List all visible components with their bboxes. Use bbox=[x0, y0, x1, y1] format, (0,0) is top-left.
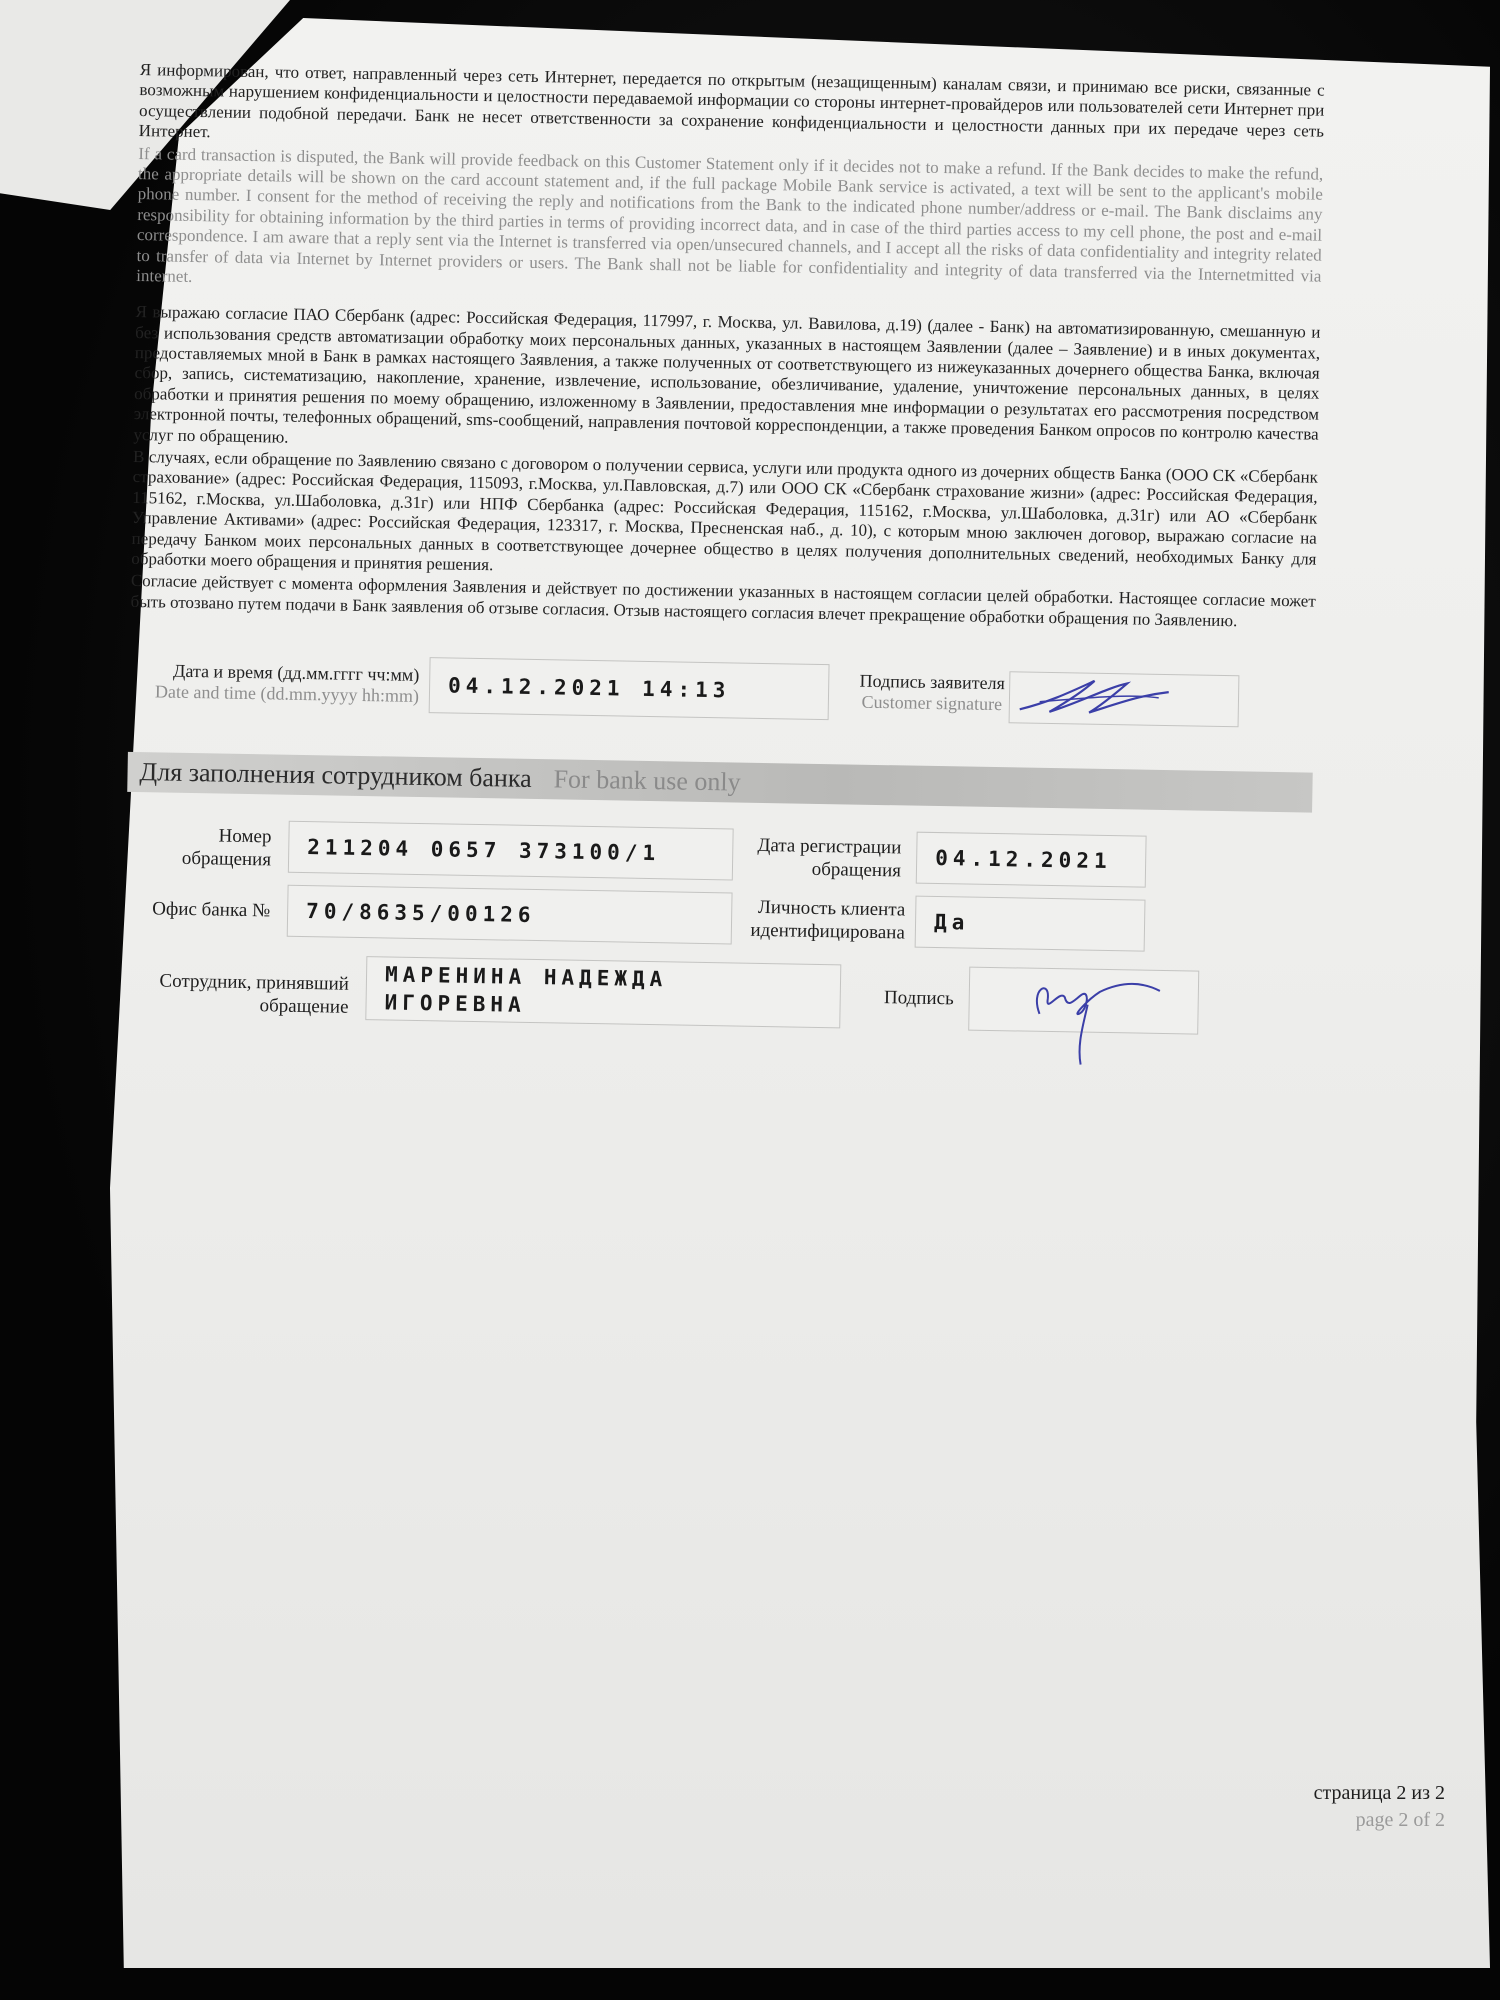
datetime-signature-row bbox=[129, 652, 1315, 735]
datetime-label bbox=[149, 660, 420, 707]
bank-use-title-en: For bank use only bbox=[553, 764, 741, 797]
consent-paragraph-1: Я выражаю согласие ПАО Сбербанк (адрес: Российская Федерация, 117997, г. Москва, ул. Вавилова, д.19) (далее - Банк) на автоматизированную, смешанную и без использования средств автоматизации обработку моих персональных данных, указанных в настоящем Заявлении (далее – Заявление) и в иных документах, предоставляемых мной в Банк в рамках настоящего Заявления, а также полученных от соответствующего из нижеуказанных дочернего общества Банка, включая сбор, запись, систематизацию, накопление, хранение, извлечение, использование, обезличивание, удаление, уничтожение персональных данных, в целях обработки и принятия решения по моему обращению, изложенному в Заявлении, предоставления мне информации о результатах его рассмотрения посредством электронной почты, телефонных обращений, sms-сообщений, направления почтовой корреспонденции, а также проведения Банком опросов по контролю качества услуг по обращению. bbox=[133, 302, 1321, 447]
bank-office-label: Офис банка № bbox=[152, 898, 271, 922]
registration-date-label: Дата регистрации обращения bbox=[757, 835, 902, 882]
applicant-signature-label bbox=[847, 671, 1018, 716]
disclaimer-paragraph-en: If a card transaction is disputed, the Bank will provide feedback on this Customer Statement only if it decides not to make a refund. If the Bank decides to make the refund, the appropriate details will be shown on the card account statement and, if the full package Mobile Bank service is activated, a text will be sent to the applicant's mobile phone number. I consent for the method of receiving the reply and notifications from the Bank to the indicated phone number/address or e-mail. The Bank disclaims any responsibility for obtaining information by the third parties in terms of providing incorrect data, and in case of the third parties access to my cell phone, the post and e-mail correspondence. I am aware that a reply sent via the Internet is transferred via open/unsecured channels, and I accept all the risks of data confidentiality and integrity related to transfer of data via Internet by Internet providers or users. The Bank shall not be liable for confidentiality and integrity of data transferred via the Internetmitted via internet. bbox=[136, 143, 1324, 286]
employee-signature-label: Подпись bbox=[883, 987, 954, 1010]
applicant-signature-label-en: Customer signature bbox=[861, 691, 1003, 715]
disclaimer-paragraph-ru: Я информирован, что ответ, направленный через сеть Интернет, передается по открытым (незащищенным) каналам связи, и принимаю все риски, связанные с возможным нарушением конфиденциальности и целостности передаваемой информации со стороны интернет-провайдеров или пользователей сети Интернет при осуществлении подобной передачи. Банк не несет ответственности за сохранение конфиденциальности и целостности данных при их передаче через сеть Интернет. bbox=[138, 60, 1325, 142]
bank-office-field[interactable]: 70/8635/00126 bbox=[287, 885, 733, 945]
employee-signature-field[interactable] bbox=[968, 967, 1199, 1035]
page-number-en: page 2 of 2 bbox=[1355, 1809, 1445, 1831]
request-number-label: Номер обращения bbox=[181, 825, 272, 871]
document-content bbox=[123, 60, 1325, 1079]
employee-name-field[interactable] bbox=[365, 956, 841, 1028]
request-number-field[interactable]: 211204 0657 373100/1 bbox=[288, 821, 734, 881]
applicant-signature-field[interactable] bbox=[1009, 671, 1240, 727]
bank-use-title-ru: Для заполнения сотрудником банка bbox=[139, 757, 532, 794]
employee-name-line2: ИГОРЕВНА bbox=[384, 990, 526, 1018]
applicant-signature-scribble bbox=[1010, 671, 1239, 727]
datetime-field[interactable]: 04.12.2021 14:13 bbox=[429, 657, 830, 720]
applicant-signature-label-ru: Подпись заявителя bbox=[859, 670, 1006, 694]
employee-label: Сотрудник, принявший обращение bbox=[159, 970, 350, 1018]
client-identified-field[interactable]: Да bbox=[915, 896, 1146, 952]
page-number-ru: страница 2 из 2 bbox=[1313, 1782, 1445, 1804]
page-footer bbox=[1185, 1780, 1445, 1834]
datetime-label-ru: Дата и время (дд.мм.гггг чч:мм) bbox=[172, 660, 420, 686]
bank-use-band bbox=[127, 752, 1313, 813]
bank-use-form bbox=[123, 818, 1312, 1079]
consent-paragraph-2: В случаях, если обращение по Заявлению связано с договором о получении сервиса, услуги или продукта одного из дочерних обществ Банка (ООО СК «Сбербанк страхование» (адрес: Российская Федерация, 115093, г.Москва, ул.Павловская, д.7) или ООО СК «Сбербанк страхование жизни» (адрес: Российская Федерация, 115162, г.Москва, ул.Шаболовка, д.31г) или НПФ Сбербанка (адрес: Российская Федерация, 115162, г.Москва, ул.Шаболовка, д.31г) или АО «Сбербанк Управление Активами» (адрес: Российская Федерация, 123317, г. Москва, Пресненская наб., д. 10), с которым мною заключен договор, выражаю согласие на передачу Банком моих персональных данных в соответствующее дочернее общество в целях получения дополнительных сведений, необходимых Банку для обработки моего обращения и принятия решения. bbox=[131, 446, 1319, 575]
employee-signature-scribble bbox=[968, 968, 1200, 1082]
registration-date-field[interactable]: 04.12.2021 bbox=[916, 832, 1147, 888]
employee-name-line1: МАРЕНИНА НАДЕЖДА bbox=[384, 962, 668, 992]
datetime-label-en: Date and time (dd.mm.yyyy hh:mm) bbox=[154, 681, 420, 707]
consent-paragraph-3: Согласие действует с момента оформления Заявления и действует по достижении указанных в настоящем согласии целей обработки. Настоящее согласие может быть отозвано путем подачи в Банк заявления об отзыве согласия. Отзыв настоящего согласия влечет прекращение обработки обращения по Заявлению. bbox=[130, 571, 1316, 631]
client-identified-label: Личность клиента идентифицирована bbox=[750, 897, 906, 944]
